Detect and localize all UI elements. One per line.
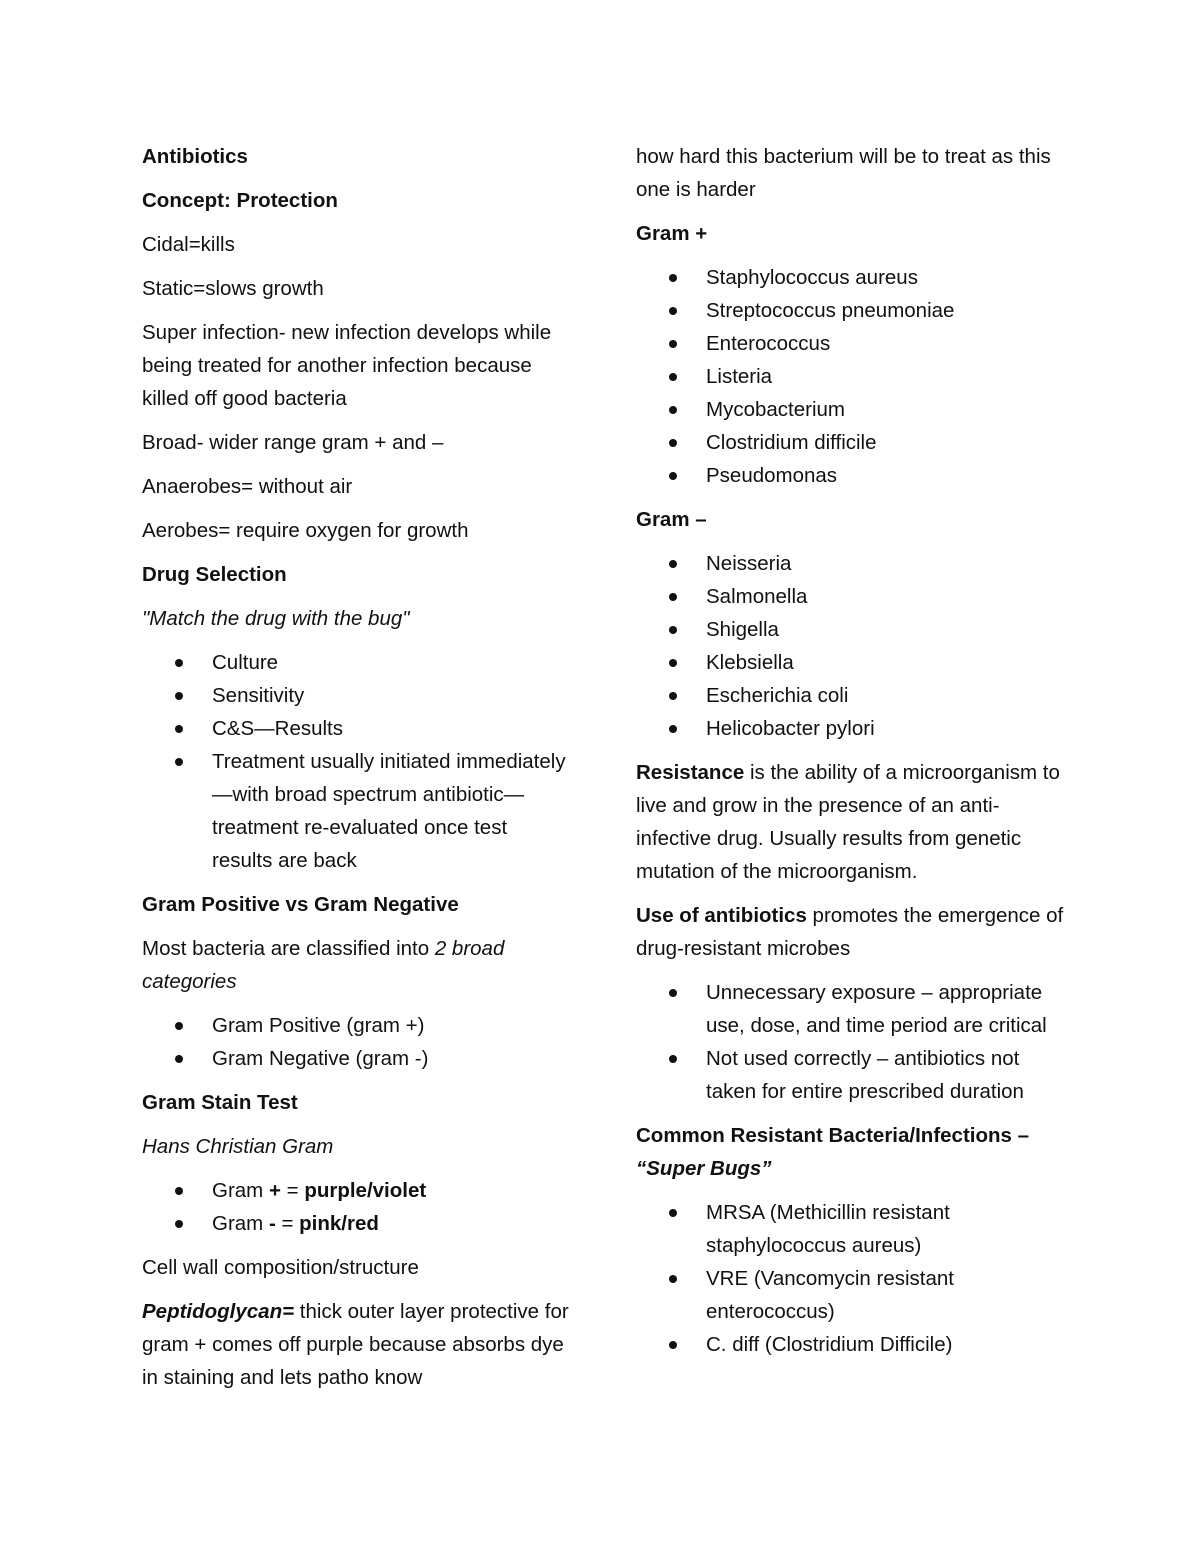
list-item: Unnecessary exposure – appropriate use, dose, and time period are critical xyxy=(636,976,1066,1042)
gram-positive-list xyxy=(636,261,1066,492)
gram-positive-heading: Gram + xyxy=(636,222,708,245)
list-item: Culture xyxy=(142,646,572,679)
list-item: C. diff (Clostridium Difficile) xyxy=(636,1328,1066,1361)
gram-negative-heading: Gram – xyxy=(636,508,707,531)
list-item: Gram Positive (gram +) xyxy=(142,1009,572,1042)
list-item: Neisseria xyxy=(636,547,1066,580)
left-column xyxy=(142,140,572,1405)
resistance-paragraph xyxy=(636,756,1066,888)
continuation-text: how hard this bacterium will be to treat as this one is harder xyxy=(636,145,1051,201)
stain-sign: + xyxy=(268,1179,281,1202)
stain-color: pink/red xyxy=(299,1212,379,1235)
aerobes-definition: Aerobes= require oxygen for growth xyxy=(142,519,469,542)
super-bugs-label: “Super Bugs” xyxy=(636,1157,772,1180)
concept-line: Concept: Protection xyxy=(142,189,338,212)
list-item: Shigella xyxy=(636,613,1066,646)
broad-definition: Broad- wider range gram + and – xyxy=(142,431,444,454)
stain-color: purple/violet xyxy=(304,1179,427,1202)
list-item: MRSA (Methicillin resistant staphylococcus aureus) xyxy=(636,1196,1066,1262)
list-item: Pseudomonas xyxy=(636,459,1066,492)
common-resistant-heading xyxy=(636,1119,1066,1185)
drug-selection-list xyxy=(142,646,572,877)
most-bacteria-prefix: Most bacteria are classified into xyxy=(142,937,435,960)
stain-list xyxy=(142,1174,572,1240)
stain-prefix: Gram xyxy=(212,1212,269,1235)
use-term: Use of antibiotics xyxy=(636,904,807,927)
stain-test-heading: Gram Stain Test xyxy=(142,1091,298,1114)
gram-negative-list xyxy=(636,547,1066,745)
list-item: Helicobacter pylori xyxy=(636,712,1066,745)
anaerobes-definition: Anaerobes= without air xyxy=(142,475,353,498)
common-resistant-list xyxy=(636,1196,1066,1361)
resistance-term: Resistance xyxy=(636,761,745,784)
peptidoglycan-text xyxy=(142,1295,572,1394)
use-paragraph xyxy=(636,899,1066,965)
drug-selection-heading: Drug Selection xyxy=(142,563,287,586)
list-item: Clostridium difficile xyxy=(636,426,1066,459)
list-item: Not used correctly – antibiotics not taken for entire prescribed duration xyxy=(636,1042,1066,1108)
stain-equals: = xyxy=(275,1212,300,1235)
use-body: promotes the emergence of drug-resistant microbes xyxy=(636,904,1064,960)
gram-vs-heading: Gram Positive vs Gram Negative xyxy=(142,893,459,916)
stain-equals: = xyxy=(280,1179,305,1202)
most-bacteria-italic: 2 broad categories xyxy=(142,937,505,993)
super-infection-definition: Super infection- new infection develops while being treated for another infection because killed off good bacteria xyxy=(142,321,552,410)
list-item: Mycobacterium xyxy=(636,393,1066,426)
list-item xyxy=(142,1174,572,1207)
list-item: Treatment usually initiated immediately—with broad spectrum antibiotic—treatment re-evaluated once test results are back xyxy=(142,745,572,877)
peptidoglycan-label: Peptidoglycan= xyxy=(142,1300,295,1323)
list-item: Sensitivity xyxy=(142,679,572,712)
hans-christian-gram: Hans Christian Gram xyxy=(142,1135,334,1158)
list-item: Klebsiella xyxy=(636,646,1066,679)
list-item xyxy=(142,1207,572,1240)
use-list xyxy=(636,976,1066,1108)
most-bacteria-text xyxy=(142,932,572,998)
common-heading-text: Common Resistant Bacteria/Infections – xyxy=(636,1124,1030,1147)
list-item: C&S—Results xyxy=(142,712,572,745)
list-item: Enterococcus xyxy=(636,327,1066,360)
cidal-definition: Cidal=kills xyxy=(142,233,235,256)
list-item: Staphylococcus aureus xyxy=(636,261,1066,294)
gram-categories-list xyxy=(142,1009,572,1075)
list-item: Gram Negative (gram -) xyxy=(142,1042,572,1075)
list-item: Salmonella xyxy=(636,580,1066,613)
list-item: Escherichia coli xyxy=(636,679,1066,712)
list-item: Streptococcus pneumoniae xyxy=(636,294,1066,327)
list-item: VRE (Vancomycin resistant enterococcus) xyxy=(636,1262,1066,1328)
list-item: Listeria xyxy=(636,360,1066,393)
static-definition: Static=slows growth xyxy=(142,277,324,300)
peptidoglycan-body: thick outer layer protective for gram + comes off purple because absorbs dye in staining and lets patho know xyxy=(142,1300,569,1389)
right-column xyxy=(636,140,1066,1372)
stain-sign: - xyxy=(268,1212,276,1235)
resistance-body: is the ability of a microorganism to live and grow in the presence of an anti-infective drug. Usually results from genetic mutation of the microorganism. xyxy=(636,761,1060,883)
page-title: Antibiotics xyxy=(142,145,248,168)
stain-prefix: Gram xyxy=(212,1179,269,1202)
cell-wall-text: Cell wall composition/structure xyxy=(142,1256,419,1279)
match-quote: "Match the drug with the bug" xyxy=(142,607,410,630)
